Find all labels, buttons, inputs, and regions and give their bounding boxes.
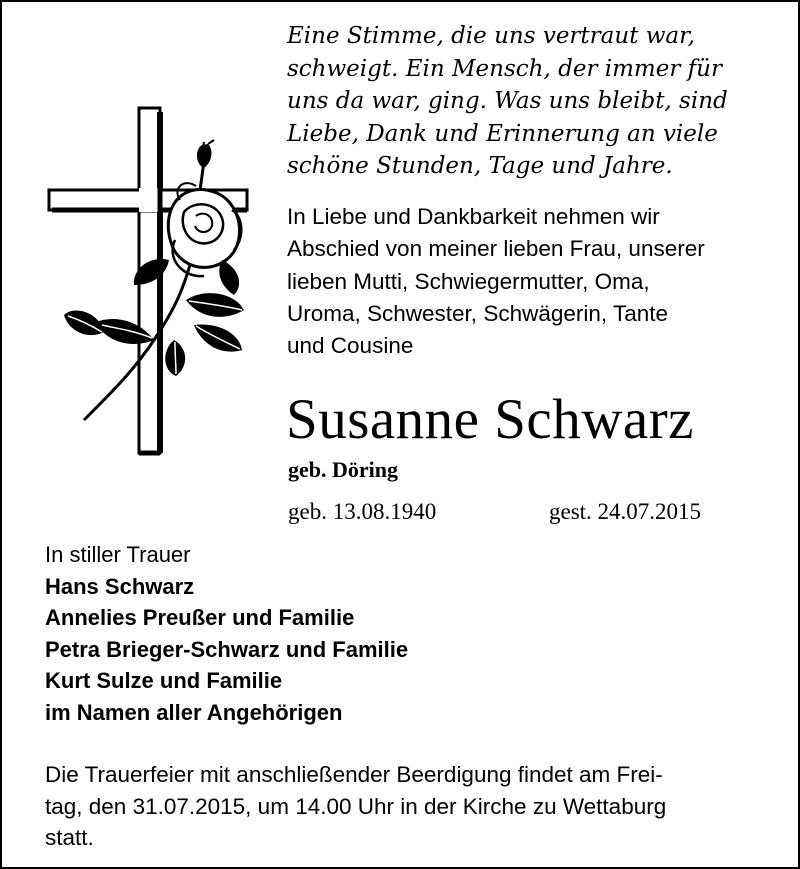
deceased-name: Susanne Schwarz bbox=[286, 388, 694, 451]
mourner-name: im Namen aller Angehörigen bbox=[45, 699, 343, 725]
poem-line: uns da war, ging. Was uns bleibt, sind bbox=[287, 88, 728, 114]
cross-with-rose-icon bbox=[44, 100, 254, 465]
ceremony-line: tag, den 31.07.2015, um 14.00 Uhr in der Kirche zu Wettaburg bbox=[45, 793, 667, 819]
mourner-name: Annelies Preußer und Familie bbox=[45, 605, 355, 630]
intro-text bbox=[287, 201, 777, 362]
ceremony-line: statt. bbox=[45, 825, 94, 850]
death-date: gest. 24.07.2015 bbox=[549, 499, 702, 524]
birth-date: geb. 13.08.1940 bbox=[288, 499, 437, 524]
mourner-name: Petra Brieger-Schwarz und Familie bbox=[45, 636, 409, 662]
intro-line: lieben Mutti, Schwiegermutter, Oma, bbox=[287, 268, 650, 294]
mourner-name: Kurt Sulze und Familie bbox=[45, 668, 283, 693]
intro-line: und Cousine bbox=[287, 333, 414, 359]
poem bbox=[287, 20, 767, 183]
intro-line: Abschied von meiner lieben Frau, unserer bbox=[287, 236, 705, 262]
poem-line: Liebe, Dank und Erinnerung an viele bbox=[287, 120, 718, 147]
poem-line: Eine Stimme, die uns vertraut war, bbox=[287, 23, 695, 49]
ceremony-info bbox=[45, 759, 765, 854]
maiden-name: geb. Döring bbox=[288, 457, 398, 482]
ceremony-line: Die Trauerfeier mit anschließender Beerdigung findet am Frei- bbox=[45, 762, 663, 787]
intro-line: Uroma, Schwester, Schwägerin, Tante bbox=[287, 300, 669, 326]
intro-line: In Liebe und Dankbarkeit nehmen wir bbox=[287, 204, 660, 229]
poem-line: schweigt. Ein Mensch, der immer für bbox=[287, 55, 722, 82]
mourner-name: Hans Schwarz bbox=[45, 573, 195, 599]
mourners-list bbox=[45, 539, 745, 728]
mourners-heading: In stiller Trauer bbox=[45, 542, 191, 567]
poem-line: schöne Stunden, Tage und Jahre. bbox=[287, 153, 673, 179]
